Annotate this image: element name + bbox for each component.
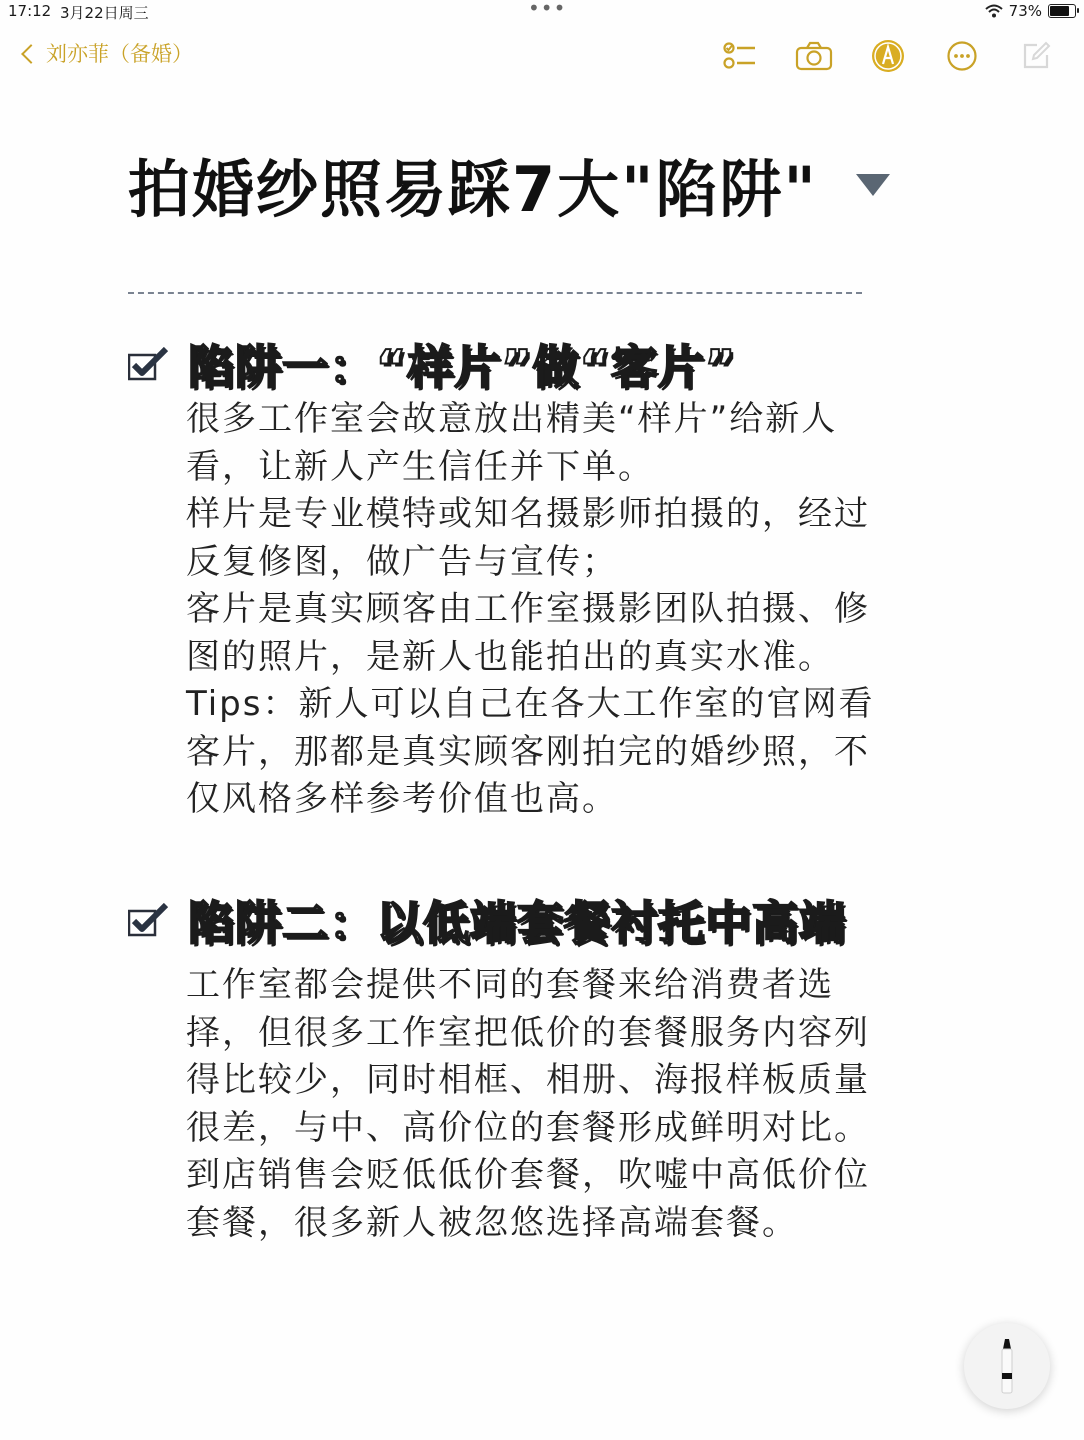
paragraph: 样片是专业模特或知名摄影师拍摄的，经过反复修图，做广告与宣传； [186, 494, 870, 582]
note-title[interactable]: 拍婚纱照易踩7大"陷阱" [128, 153, 818, 226]
multitasking-dots[interactable]: ••• [528, 0, 567, 20]
compose-icon[interactable] [1016, 36, 1056, 76]
section-heading: 陷阱一：“样片”做“客片” [188, 340, 736, 394]
status-right [985, 2, 1076, 20]
battery-fill [1050, 6, 1069, 16]
dashed-divider [128, 292, 862, 294]
markup-icon[interactable] [868, 36, 908, 76]
status-time: 17:12 [8, 2, 52, 20]
section-body [186, 396, 888, 824]
camera-icon[interactable] [794, 36, 834, 76]
paragraph: 工作室都会提供不同的套餐来给消费者选择，但很多工作室把低价的套餐服务内容列得比较少，同时相框、相册、海报样板质量很差，与中、高价位的套餐形成鲜明对比。 [186, 965, 870, 1148]
paragraph: 很多工作室会故意放出精美“样片”给新人看，让新人产生信任并下单。 [186, 399, 838, 487]
section-trap-1 [128, 336, 888, 824]
checklist-icon[interactable] [720, 36, 760, 76]
note-title-row [128, 140, 890, 229]
paragraph: Tips：新人可以自己在各大工作室的官网看客片，那都是真实顾客刚拍完的婚纱照，不仅风格多样参考价值也高。 [186, 684, 875, 819]
status-bar [0, 0, 1084, 22]
wifi-icon [985, 4, 1003, 18]
toolbar-actions [720, 36, 1056, 76]
battery-percent: 73% [1008, 2, 1042, 20]
checkbox-checked-icon[interactable] [128, 347, 168, 381]
back-button[interactable] [24, 38, 193, 68]
section-body [186, 962, 888, 1247]
pencil-tool-button[interactable] [964, 1323, 1050, 1409]
paragraph: 客片是真实顾客由工作室摄影团队拍摄、修图的照片，是新人也能拍出的真实水准。 [186, 589, 870, 677]
section-heading-row [128, 892, 888, 948]
battery-icon [1048, 4, 1076, 18]
section-heading: 陷阱二：以低端套餐衬托中高端 [188, 896, 846, 950]
collapse-caret-icon[interactable] [856, 174, 890, 196]
back-label: 刘亦菲（备婚） [46, 42, 193, 66]
chevron-left-icon [21, 44, 41, 64]
section-heading-row [128, 336, 888, 392]
status-date: 3月22日周三 [60, 4, 149, 22]
checkbox-checked-icon[interactable] [128, 903, 168, 937]
paragraph: 到店销售会贬低低价套餐，吹嘘中高低价位套餐，很多新人被忽悠选择高端套餐。 [186, 1155, 870, 1243]
notes-toolbar [0, 28, 1084, 84]
pencil-icon [997, 1335, 1017, 1397]
section-trap-2 [128, 892, 888, 1247]
more-icon[interactable] [942, 36, 982, 76]
